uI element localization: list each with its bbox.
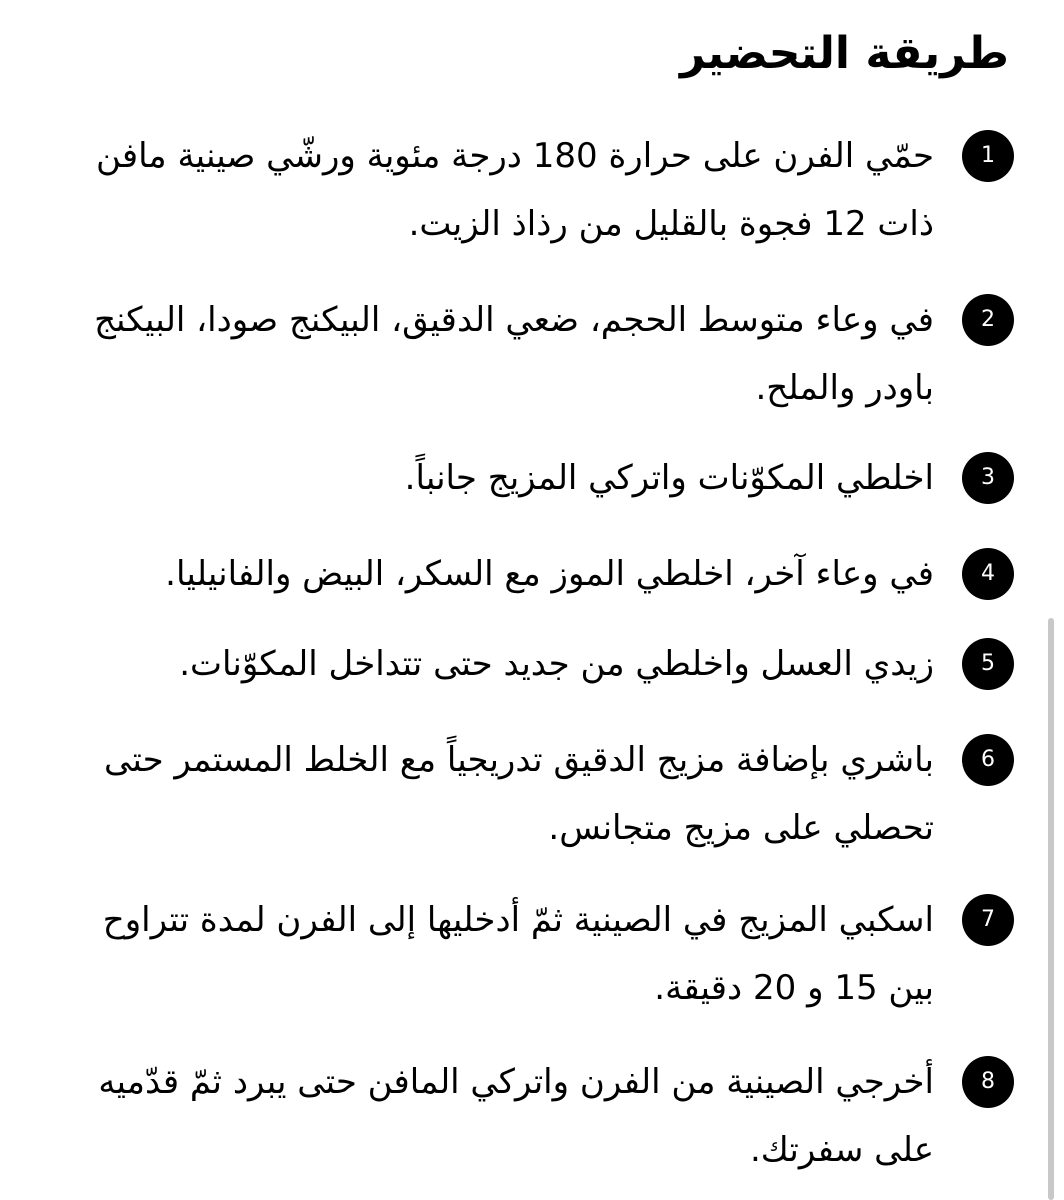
step-number-badge: 6 [962, 734, 1014, 786]
step-text: اسكبي المزيج في الصينية ثمّ أدخليها إلى الفرن لمدة تتراوح بين 15 و 20 دقيقة. [102, 900, 934, 1008]
step-item [54, 1048, 1014, 1188]
step-number-badge: 1 [962, 130, 1014, 182]
step-number-badge: 7 [962, 894, 1014, 946]
step-text: أخرجي الصينية من الفرن واتركي المافن حتى يبرد ثمّ قدّميه على سفرتك. [98, 1062, 934, 1170]
step-text: حمّي الفرن على حرارة 180 درجة مئوية ورشّي صينية مافن ذات 12 فجوة بالقليل من رذاذ الزيت. [95, 136, 934, 244]
step-number-badge: 8 [962, 1056, 1014, 1108]
section-title: طريقة التحضير [680, 28, 1009, 79]
step-number-badge: 5 [962, 638, 1014, 690]
step-item [54, 726, 1014, 866]
step-text: في وعاء آخر، اخلطي الموز مع السكر، البيض والفانيليا. [165, 554, 934, 594]
step-number-badge: 3 [962, 452, 1014, 504]
step-text: في وعاء متوسط الحجم، ضعي الدقيق، البيكنج صودا، البيكنج باودر والملح. [94, 300, 934, 408]
step-item [54, 886, 1014, 1026]
step-number-badge: 4 [962, 548, 1014, 600]
step-item [54, 286, 1014, 426]
step-item [54, 122, 1014, 262]
step-text: باشري بإضافة مزيج الدقيق تدريجياً مع الخلط المستمر حتى تحصلي على مزيج متجانس. [103, 740, 934, 848]
step-number-badge: 2 [962, 294, 1014, 346]
step-text: زيدي العسل واخلطي من جديد حتى تتداخل المكوّنات. [179, 644, 934, 684]
scrollbar-thumb[interactable] [1048, 618, 1054, 1200]
step-text: اخلطي المكوّنات واتركي المزيج جانباً. [404, 458, 934, 498]
